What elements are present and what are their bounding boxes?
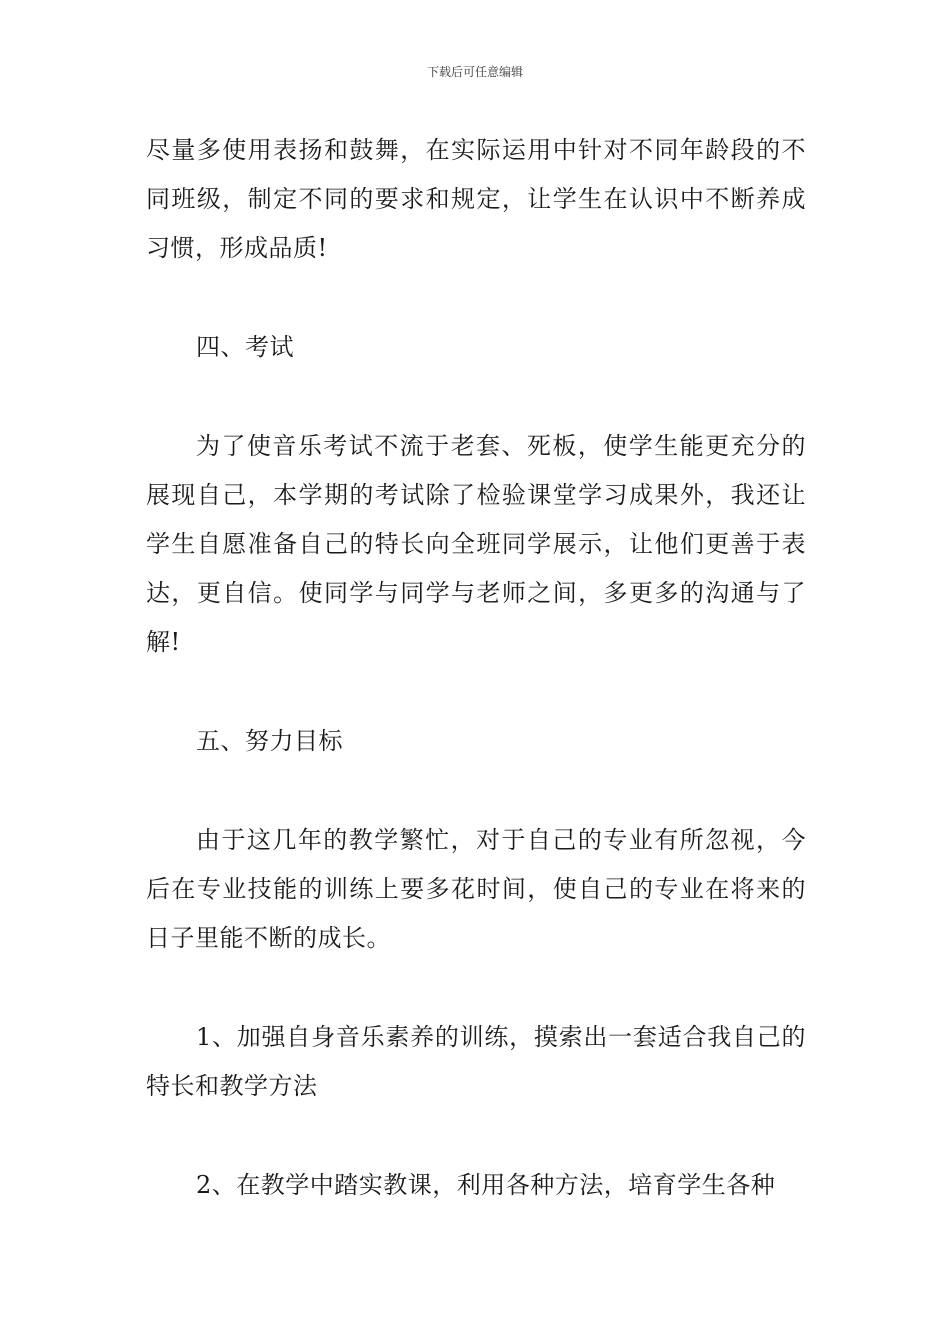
paragraph-exam: 为了使音乐考试不流于老套、死板，使学生能更充分的展现自己，本学期的考试除了检验课堂学习成果外，我还让学生自愿准备自己的特长向全班同学展示，让他们更善于表达，更自信。使同学与同学与老师之间，多更多的沟通与了解!: [146, 432, 806, 656]
section-heading-goals: 五、努力目标: [196, 727, 343, 755]
paragraph-praise: 尽量多使用表扬和鼓舞，在实际运用中针对不同年龄段的不同班级，制定不同的要求和规定，让学生在认识中不断养成习惯，形成品质!: [146, 136, 806, 262]
document-body: [146, 126, 806, 1210]
section-heading-exam: 四、考试: [196, 333, 294, 361]
list-item-1: 1、加强自身音乐素养的训练，摸索出一套适合我自己的特长和教学方法: [146, 1023, 806, 1100]
page-header: 下载后可任意编辑: [426, 65, 523, 79]
paragraph-goals: 由于这几年的教学繁忙，对于自己的专业有所忽视，今后在专业技能的训练上要多花时间，使自己的专业在将来的日子里能不断的成长。: [146, 826, 806, 952]
list-item-2: 2、在教学中踏实教课，利用各种方法，培育学生各种: [196, 1171, 776, 1199]
